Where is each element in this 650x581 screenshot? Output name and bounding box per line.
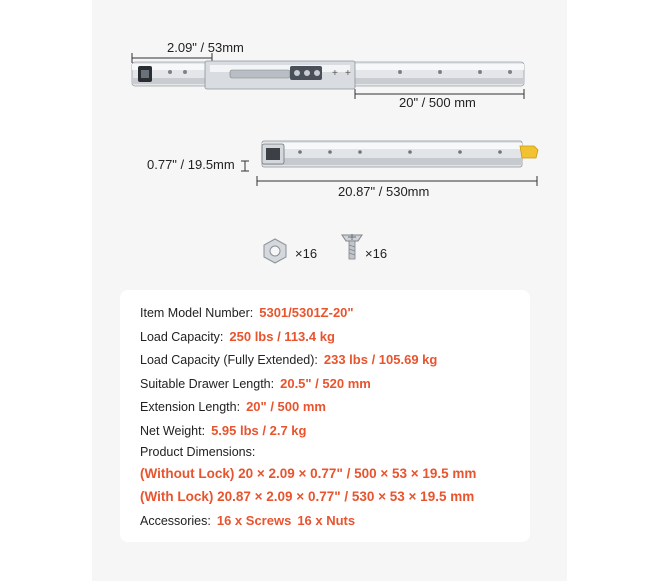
spec-drawer-length	[140, 376, 371, 391]
spec-card	[120, 290, 530, 542]
spec-extension-label: Extension Length:	[140, 400, 241, 414]
spec-weight	[140, 423, 306, 438]
spec-load-value: 250 lbs / 113.4 kg	[229, 329, 335, 344]
nut-icon	[262, 238, 288, 264]
spec-load-label: Load Capacity:	[140, 330, 224, 344]
screw-count: ×16	[365, 246, 388, 261]
spec-model-value: 5301/5301Z-20"	[259, 305, 354, 320]
svg-text:+: +	[345, 68, 351, 79]
thickness-label: 0.77" / 19.5mm	[147, 157, 235, 172]
spec-without-lock: (Without Lock) 20 × 2.09 × 0.77" / 500 × 53 × 19.5 mm	[140, 466, 477, 481]
spec-model	[140, 305, 354, 320]
spec-weight-value: 5.95 lbs / 2.7 kg	[211, 423, 307, 438]
extension-length-label: 20" / 500 mm	[399, 95, 476, 110]
spec-extension-value: 20" / 500 mm	[246, 399, 326, 414]
spec-extension	[140, 399, 326, 414]
spec-load-extended-label: Load Capacity (Fully Extended):	[140, 353, 318, 367]
short-length-label: 2.09" / 53mm	[167, 40, 244, 55]
spec-drawer-length-value: 20.5" / 520 mm	[280, 376, 371, 391]
spec-load	[140, 329, 335, 344]
spec-model-label: Item Model Number:	[140, 306, 254, 320]
spec-accessories-label: Accessories:	[140, 514, 211, 528]
spec-weight-label: Net Weight:	[140, 424, 206, 438]
nut-count: ×16	[295, 246, 318, 261]
spec-accessories-screws: 16 x Screws	[216, 513, 292, 528]
svg-text:+: +	[332, 68, 338, 79]
spec-load-extended-value: 233 lbs / 105.69 kg	[323, 352, 438, 367]
spec-dimensions-heading: Product Dimensions:	[140, 445, 256, 459]
spec-accessories	[140, 513, 355, 528]
overall-length-label: 20.87" / 530mm	[338, 184, 430, 199]
spec-with-lock: (With Lock) 20.87 × 2.09 × 0.77" / 530 × 53 × 19.5 mm	[140, 489, 475, 504]
spec-accessories-nuts: 16 x Nuts	[297, 513, 356, 528]
screw-icon	[340, 229, 364, 263]
spec-drawer-length-label: Suitable Drawer Length:	[140, 377, 275, 391]
spec-load-extended	[140, 352, 437, 367]
